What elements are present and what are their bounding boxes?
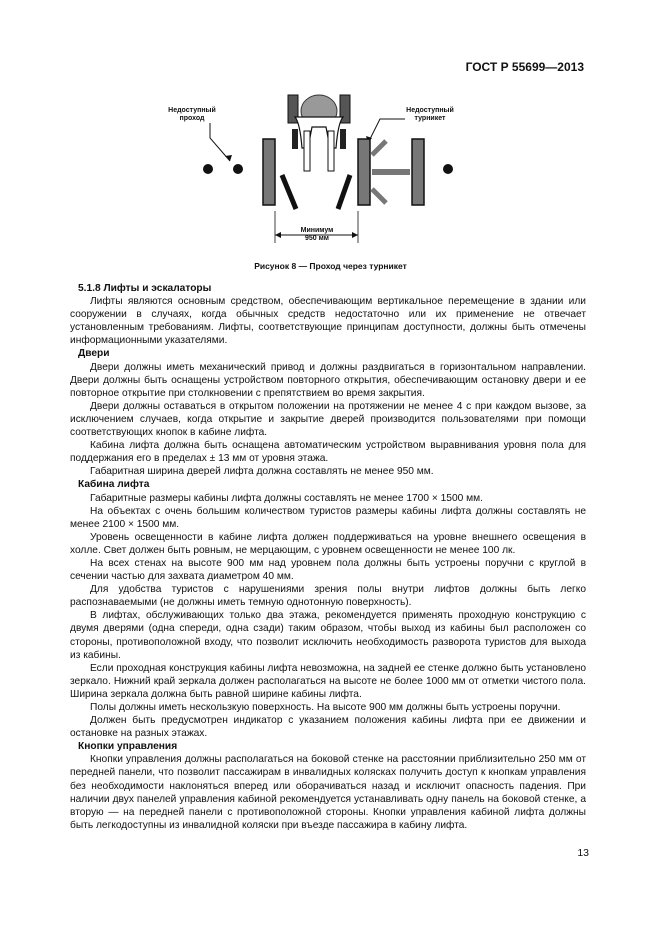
figure-caption: Рисунок 8 — Проход через турникет bbox=[254, 261, 407, 271]
left-post-dot-2 bbox=[233, 164, 243, 174]
paragraph: Габаритная ширина дверей лифта должна составлять не менее 950 мм. bbox=[90, 466, 434, 478]
paragraph: Для удобства туристов с нарушениями зрения полы внутри лифтов должны быть легко распознаваемыми (не должны иметь темную однотонную поверхность). bbox=[70, 584, 586, 609]
paragraph: Если проходная конструкция кабины лифта невозможна, на задней ее стенке должно быть установлено зеркало. Нижний край зеркала должен располагаться на высоте не более 1000 мм от отметки чистого пола. Ширина зеркала должна быть равной ширине кабины лифта. bbox=[70, 662, 586, 700]
right-arm bbox=[338, 175, 350, 209]
turnstile-arm-3 bbox=[372, 189, 386, 203]
paragraph: Кнопки управления должны располагаться на боковой стенке на расстоянии приблизительно 250 мм от передней панели, что позволит пассажирам в инвалидных колясках получить доступ к кнопкам управления без необходимости наклоняться вперед или оборачиваться назад и исключит опасность падения. При наличии двух панелей управления кабиной рекомендуется устанавливать одну панель на боковой стенке, а вторую — на передней панели с противоположной стороны. Кнопки управления кабиной лифта должны быть легкодоступны из инвалидной коляски при въезде пассажира в кабину лифта. bbox=[70, 754, 586, 831]
left-leader-line bbox=[210, 123, 230, 161]
paragraph: Лифты являются основным средством, обеспечивающим вертикальное перемещение в здании или сооружении в случаях, когда обычных средств недостаточно или их применение не отвечает установленным требованиям. Лифты, соответствующие принципам доступности, должны быть отмечены информационными указателями. bbox=[70, 296, 586, 347]
label-inaccessible-turnstile: Недоступный турникет bbox=[406, 107, 454, 122]
wheelchair-user bbox=[288, 95, 350, 171]
paragraph: Должен быть предусмотрен индикатор с указанием положения кабины лифта при ее движении и остановке на разных этажах. bbox=[70, 715, 586, 740]
left-arm bbox=[282, 175, 296, 209]
paragraph: Габаритные размеры кабины лифта должны составлять не менее 1700 × 1500 мм. bbox=[90, 492, 483, 504]
paragraph: Двери должны иметь механический привод и должны раздвигаться в горизонтальном направлении. Двери должны быть оснащены устройством повторного открытия, обеспечивающим остановку двери и ее повторное открытие при столкновении с препятствием во время закрытия. bbox=[70, 361, 586, 399]
subheading-doors: Двери bbox=[78, 348, 110, 360]
paragraph: Двери должны оставаться в открытом положении на протяжении не менее 4 с при каждом вызове, за исключением случаев, когда открытие и закрытие дверей производится пользователями при помощи соответствующих кнопок в кабине лифта. bbox=[70, 400, 586, 439]
subheading-buttons: Кнопки управления bbox=[78, 741, 178, 753]
document-header: ГОСТ Р 55699—2013 bbox=[465, 60, 584, 74]
turnstile-arm-1 bbox=[372, 141, 386, 155]
paragraph: На всех стенах на высоте 900 мм над уровнем пола должны быть устроены поручни с круглой в сечении частью для захвата диаметром 40 мм. bbox=[70, 557, 586, 583]
page-number: 13 bbox=[577, 847, 589, 859]
far-right-pillar bbox=[412, 139, 424, 205]
paragraph: На объектах с очень большим количеством туристов размеры кабины лифта должны составлять не менее 2100 × 1500 мм. bbox=[70, 505, 586, 530]
left-post-dot-1 bbox=[203, 164, 213, 174]
label-inaccessible-passage: Недоступный проход bbox=[168, 107, 216, 122]
paragraph: В лифтах, обслуживающих только два этажа, рекомендуется применять проходную конструкцию с двумя дверями (одна спереди, одна сзади) таким образом, чтобы выход из кабины был расположен со стороны, противоположной входу, что позволит исключить необходимость разворота туристов для выхода из кабины. bbox=[70, 610, 586, 661]
label-dimension: Минимум 950 мм bbox=[300, 227, 334, 242]
paragraph: Кабина лифта должна быть оснащена автоматическим устройством выравнивания уровня пола для поддержания его в пределах ± 13 мм от уровня этажа. bbox=[70, 440, 586, 465]
left-leader-arrow bbox=[225, 155, 232, 161]
right-post-dot bbox=[443, 164, 453, 174]
section-title: 5.1.8 Лифты и эскалаторы bbox=[78, 283, 212, 294]
paragraph: Уровень освещенности в кабине лифта должен поддерживаться на уровне внешнего освещения в холле. Свет должен быть ровным, не мерцающим, с уровнем освещенности не менее 100 лк. bbox=[70, 531, 586, 556]
section-body bbox=[70, 282, 586, 832]
left-pillar bbox=[263, 139, 275, 205]
turnstile-figure bbox=[140, 93, 480, 253]
paragraph: Полы должны иметь нескользкую поверхность. На высоте 900 мм должны быть устроены поручни. bbox=[90, 702, 561, 713]
right-pillar bbox=[358, 139, 370, 205]
subheading-cabin: Кабина лифта bbox=[78, 479, 150, 491]
